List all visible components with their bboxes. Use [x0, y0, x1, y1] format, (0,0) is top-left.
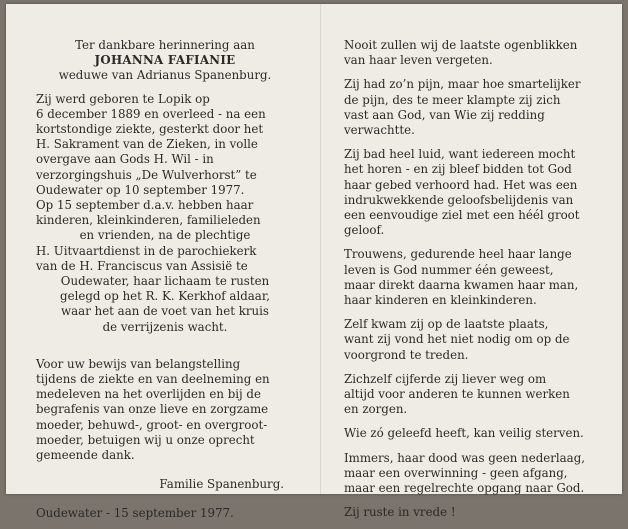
widow-line: weduwe van Adrianus Spanenburg.: [58, 68, 272, 83]
text-line: geloof.: [344, 223, 385, 238]
paragraph: [344, 147, 602, 238]
text-line: maar direkt daarna kwamen haar man,: [344, 277, 579, 292]
closing-blessing: [344, 505, 602, 520]
text-line: Zelf kwam zij op de laatste plaats,: [344, 317, 549, 332]
text-line: Zichzelf cijferde zij liever weg om: [344, 371, 547, 386]
paragraph: [344, 317, 602, 363]
text-line: en vrienden, na de plechtige: [79, 228, 251, 243]
left-page: [36, 38, 294, 522]
paragraph: [344, 426, 602, 441]
place-date: Oudewater - 15 september 1977.: [36, 506, 234, 521]
text-line: waar het aan de voet van het kruis: [61, 304, 269, 319]
text-line: voorgrond te treden.: [344, 347, 469, 362]
text-line: overgave aan Gods H. Wil - in: [36, 152, 214, 167]
text-line: gemeende dank.: [36, 448, 135, 463]
birth-death-paragraph: [36, 92, 294, 198]
text-line: begrafenis van onze lieve en zorgzame: [36, 402, 269, 417]
text-line: Wie zó geleefd heeft, kan veilig sterven.: [344, 426, 584, 441]
text-line: verwachtte.: [344, 123, 415, 138]
text-line: van haar leven vergeten.: [344, 53, 493, 68]
text-line: Zij ruste in vrede !: [344, 505, 456, 520]
text-line: het horen - en zij bleef bidden tot God: [344, 162, 572, 177]
text-line: en zorgen.: [344, 402, 408, 417]
paragraph: [344, 247, 602, 308]
text-line: maar een regelrechte opgang naar God.: [344, 481, 585, 496]
text-line: maar een overwinning - geen afgang,: [344, 465, 568, 480]
text-line: H. Uitvaartdienst in de parochiekerk: [36, 243, 257, 258]
text-line: kortstondige ziekte, gesterkt door het: [36, 122, 264, 137]
text-line: Voor uw bewijs van belangstelling: [36, 356, 241, 371]
text-line: H. Sakrament van de Zieken, in volle: [36, 137, 258, 152]
funeral-paragraph: [36, 198, 294, 335]
text-line: Zij had zo’n pijn, maar hoe smartelijker: [344, 77, 581, 92]
right-page: [344, 38, 602, 529]
text-line: haar gebed verhoord had. Het was een: [344, 177, 578, 192]
paragraph: [344, 77, 602, 138]
text-line: een eenvoudige ziel met een héél groot: [344, 208, 580, 223]
deceased-name: JOHANNA FAFIANIE: [94, 53, 236, 68]
text-line: tijdens de ziekte en van deelneming en: [36, 372, 270, 387]
text-line: Oudewater, haar lichaam te rusten: [60, 274, 270, 289]
paragraph: [344, 38, 602, 68]
text-line: de verrijzenis wacht.: [102, 319, 228, 334]
text-line: want zij vond het niet nodig om op de: [344, 332, 570, 347]
text-line: medeleven na het overlijden en bij de: [36, 387, 261, 402]
text-line: verzorgingshuis „De Wulverhorst” te: [36, 167, 257, 182]
text-line: moeder, behuwd-, groot- en overgroot-: [36, 417, 268, 432]
text-line: Trouwens, gedurende heel haar lange: [344, 247, 572, 262]
heading: Ter dankbare herinnering aan: [75, 38, 255, 52]
family-signature: Familie Spanenburg.: [159, 477, 284, 492]
text-line: kinderen, kleinkinderen, familieleden: [36, 213, 261, 228]
text-line: van de H. Franciscus van Assisië te: [36, 258, 248, 273]
text-line: Zij werd geboren te Lopik op: [36, 91, 210, 106]
text-line: Nooit zullen wij de laatste ogenblikken: [344, 38, 578, 52]
thanks-paragraph: [36, 357, 294, 463]
text-line: 6 december 1889 en overleed - na een: [36, 106, 266, 121]
text-line: de pijn, des te meer klampte zij zich: [344, 92, 561, 107]
text-line: moeder, betuigen wij u onze oprecht: [36, 432, 255, 447]
text-line: Op 15 september d.a.v. hebben haar: [36, 198, 254, 213]
card-fold: [320, 4, 322, 494]
text-line: leven is God nummer één geweest,: [344, 262, 554, 277]
text-line: haar kinderen en kleinkinderen.: [344, 293, 537, 308]
text-line: indrukwekkende geloofsbelijdenis van: [344, 192, 574, 207]
text-line: Oudewater op 10 september 1977.: [36, 182, 245, 197]
paragraph: [344, 372, 602, 418]
text-line: Zij bad heel luid, want iedereen mocht: [344, 147, 576, 162]
text-line: vast aan God, van Wie zij redding: [344, 107, 545, 122]
paragraph: [344, 451, 602, 497]
text-line: Immers, haar dood was geen nederlaag,: [344, 450, 586, 465]
text-line: altijd voor anderen te kunnen werken: [344, 387, 570, 402]
text-line: gelegd op het R. K. Kerkhof aldaar,: [60, 289, 270, 304]
